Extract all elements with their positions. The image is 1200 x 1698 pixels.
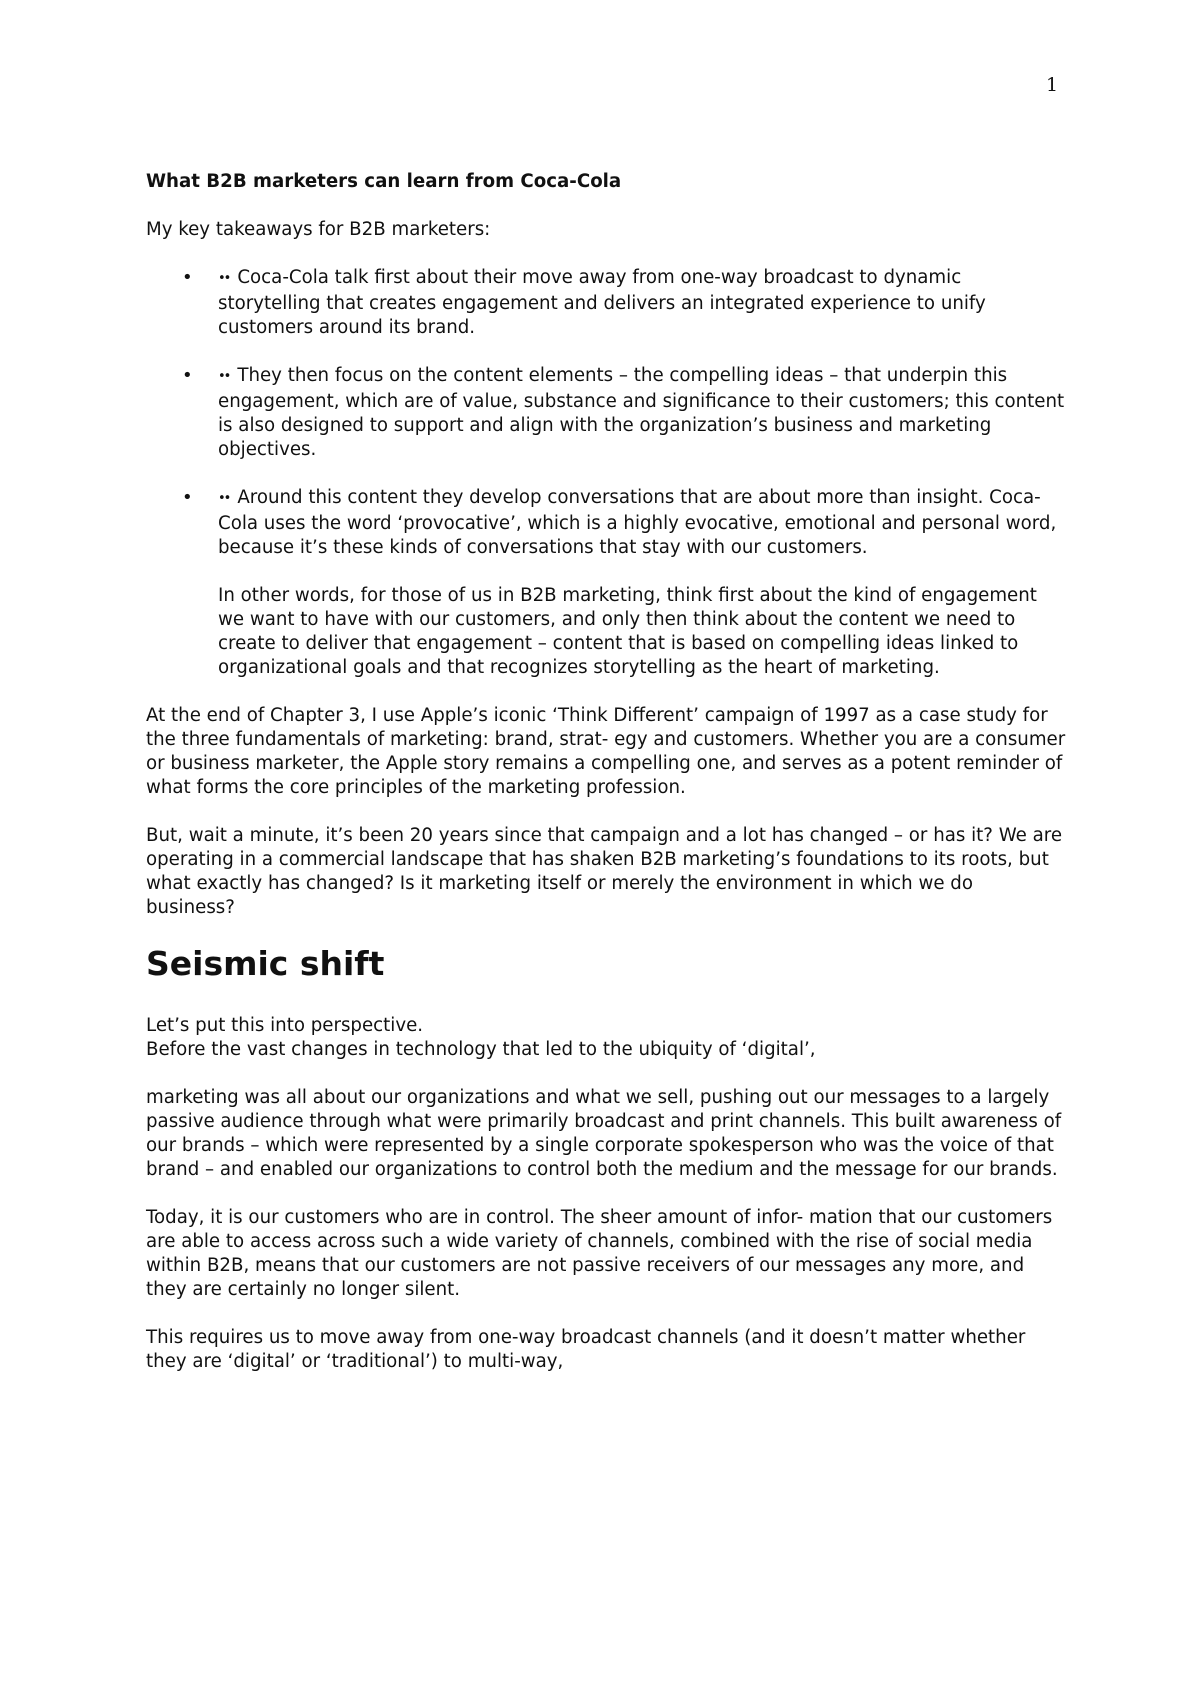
body-line: Let’s put this into perspective. xyxy=(146,1015,424,1036)
list-item-text: Around this content they develop conversations that are about more than insight. Coca-Cola uses the word ‘provocative’, which is a highly evocative, emotional and personal word, because it’s these kinds of conversations that stay with our customers. xyxy=(218,487,1057,558)
bullet-icon: • xyxy=(182,267,193,288)
page-number: 1 xyxy=(1046,74,1059,96)
body-paragraph: This requires us to move away from one-way broadcast channels (and it doesn’t matter whether they are ‘digital’ or ‘traditional’) to multi-way, xyxy=(146,1327,1026,1372)
list-item xyxy=(146,364,1066,462)
list-item xyxy=(146,266,1066,340)
list-item-text: They then focus on the content elements – the compelling ideas – that underpin this engagement, which are of value, substance and significance to their customers; this content is also designed to support and align with the organization’s business and marketing objectives. xyxy=(218,365,1065,460)
body-paragraph: At the end of Chapter 3, I use Apple’s iconic ‘Think Different’ campaign of 1997 as a case study for the three fundamentals of marketing: brand, strat- egy and customers. Whether you are a consumer or business marketer, the Apple story remains a compelling one, and serves as a potent reminder of what forms the core principles of the marketing profession. xyxy=(146,705,1066,798)
list-item xyxy=(146,486,1066,560)
indented-paragraph: In other words, for those of us in B2B marketing, think first about the kind of engagement we want to have with our customers, and only then think about the content we need to create to deliver that engagement – content that is based on compelling ideas linked to organizational goals and that recognizes storytelling as the heart of marketing. xyxy=(218,585,1037,678)
takeaways-list xyxy=(146,266,1066,560)
document-title: What B2B marketers can learn from Coca-Cola xyxy=(146,171,622,192)
body-line: Before the vast changes in technology that led to the ubiquity of ‘digital’, xyxy=(146,1039,816,1060)
bullet-icon: • xyxy=(182,365,193,386)
sub-bullet-icon: •• xyxy=(218,271,230,286)
bullet-icon: • xyxy=(182,487,193,508)
body-paragraph: Today, it is our customers who are in control. The sheer amount of infor- mation that our customers are able to access across such a wide variety of channels, combined with the rise of social media within B2B, means that our customers are not passive receivers of our messages any more, and they are certainly no longer silent. xyxy=(146,1207,1053,1300)
body-paragraph: marketing was all about our organizations and what we sell, pushing out our messages to a largely passive audience through what were primarily broadcast and print channels. This built awareness of our brands – which were represented by a single corporate spokesperson who was the voice of that brand – and enabled our organizations to control both the medium and the message for our brands. xyxy=(146,1087,1062,1180)
sub-bullet-icon: •• xyxy=(218,491,230,506)
section-heading: Seismic shift xyxy=(146,944,385,983)
list-item-text: Coca-Cola talk first about their move away from one-way broadcast to dynamic storytelling that creates engagement and delivers an integrated experience to unify customers around its brand. xyxy=(218,267,986,338)
body-paragraph: But, wait a minute, it’s been 20 years since that campaign and a lot has changed – or has it? We are operating in a commercial landscape that has shaken B2B marketing’s foundations to its roots, but what exactly has changed? Is it marketing itself or merely the environment in which we do business? xyxy=(146,825,1063,918)
intro-paragraph: My key takeaways for B2B marketers: xyxy=(146,219,491,240)
document-body xyxy=(146,170,1066,1398)
sub-bullet-icon: •• xyxy=(218,369,230,384)
